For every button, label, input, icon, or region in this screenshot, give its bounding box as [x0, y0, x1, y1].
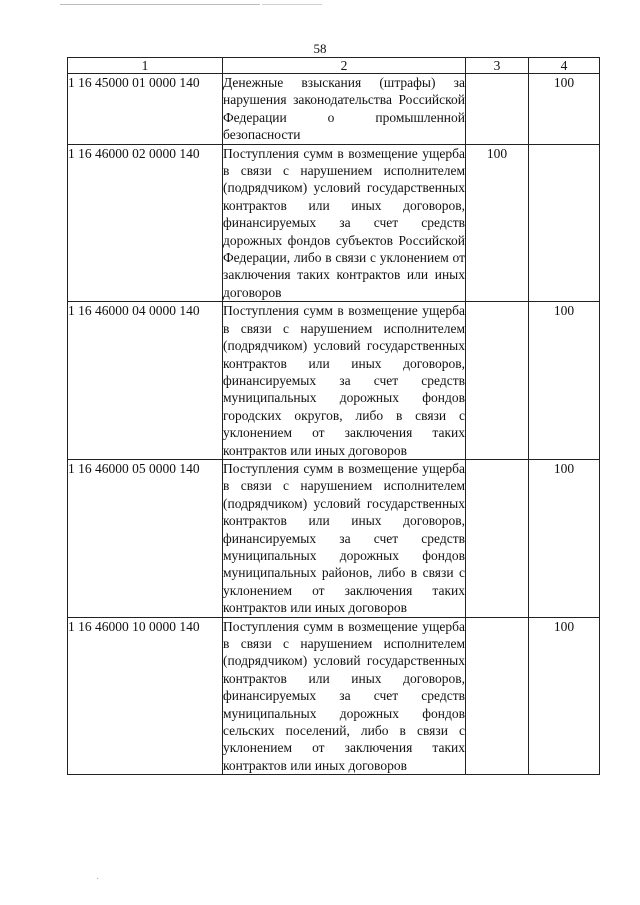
column-header: 2	[223, 58, 466, 74]
table-row	[68, 617, 600, 775]
row-code: 1 16 45000 01 0000 140	[68, 74, 223, 145]
row-col4	[529, 144, 600, 302]
scan-speck: ·	[96, 874, 100, 885]
row-code: 1 16 46000 02 0000 140	[68, 144, 223, 302]
row-description: Поступления сумм в возмещение ущерба в связи с нарушением исполнителем (подрядчиком) условий государственных контрактов или иных договоров, финансируемых за счет средств муниципальных дорожных фондов городских округов, либо в связи с уклонением от заключения таких контрактов или иных договоров	[223, 303, 465, 458]
row-description: Поступления сумм в возмещение ущерба в связи с нарушением исполнителем (подрядчиком) условий государственных контрактов или иных договоров, финансируемых за счет средств дорожных фондов субъектов Российской Федерации, либо в связи с уклонением от заключения таких контрактов или иных договоров	[223, 145, 465, 300]
budget-codes-table	[67, 57, 600, 775]
row-description: Денежные взыскания (штрафы) за нарушения законодательства Российской Федерации о промышленной безопасности	[223, 75, 465, 143]
row-col3	[466, 617, 529, 775]
scan-top-line	[262, 4, 322, 5]
table-row	[68, 302, 600, 460]
table-row	[68, 144, 600, 302]
row-description: Поступления сумм в возмещение ущерба в связи с нарушением исполнителем (подрядчиком) условий государственных контрактов или иных договоров, финансируемых за счет средств муниципальных дорожных фондов сельских поселений, либо в связи с уклонением от заключения таких контрактов или иных договоров	[223, 618, 465, 773]
column-header: 3	[466, 58, 529, 74]
row-col4: 100	[529, 74, 600, 145]
table-header-row	[68, 58, 600, 74]
table-row	[68, 74, 600, 145]
row-col3	[466, 74, 529, 145]
row-col3	[466, 302, 529, 460]
row-code: 1 16 46000 05 0000 140	[68, 459, 223, 617]
column-header: 1	[68, 58, 223, 74]
row-col3	[466, 459, 529, 617]
row-description: Поступления сумм в возмещение ущерба в связи с нарушением исполнителем (подрядчиком) условий государственных контрактов или иных договоров, финансируемых за счет средств муниципальных дорожных фондов муниципальных районов, либо в связи с уклонением от заключения таких контрактов или иных договоров	[223, 460, 465, 616]
table-row	[68, 459, 600, 617]
row-col4: 100	[529, 459, 600, 617]
row-code: 1 16 46000 04 0000 140	[68, 302, 223, 460]
row-col4: 100	[529, 617, 600, 775]
scan-top-line	[60, 4, 260, 5]
row-col3: 100	[466, 144, 529, 302]
row-col4: 100	[529, 302, 600, 460]
column-header: 4	[529, 58, 600, 74]
page-number: 58	[313, 41, 327, 56]
row-code: 1 16 46000 10 0000 140	[68, 617, 223, 775]
